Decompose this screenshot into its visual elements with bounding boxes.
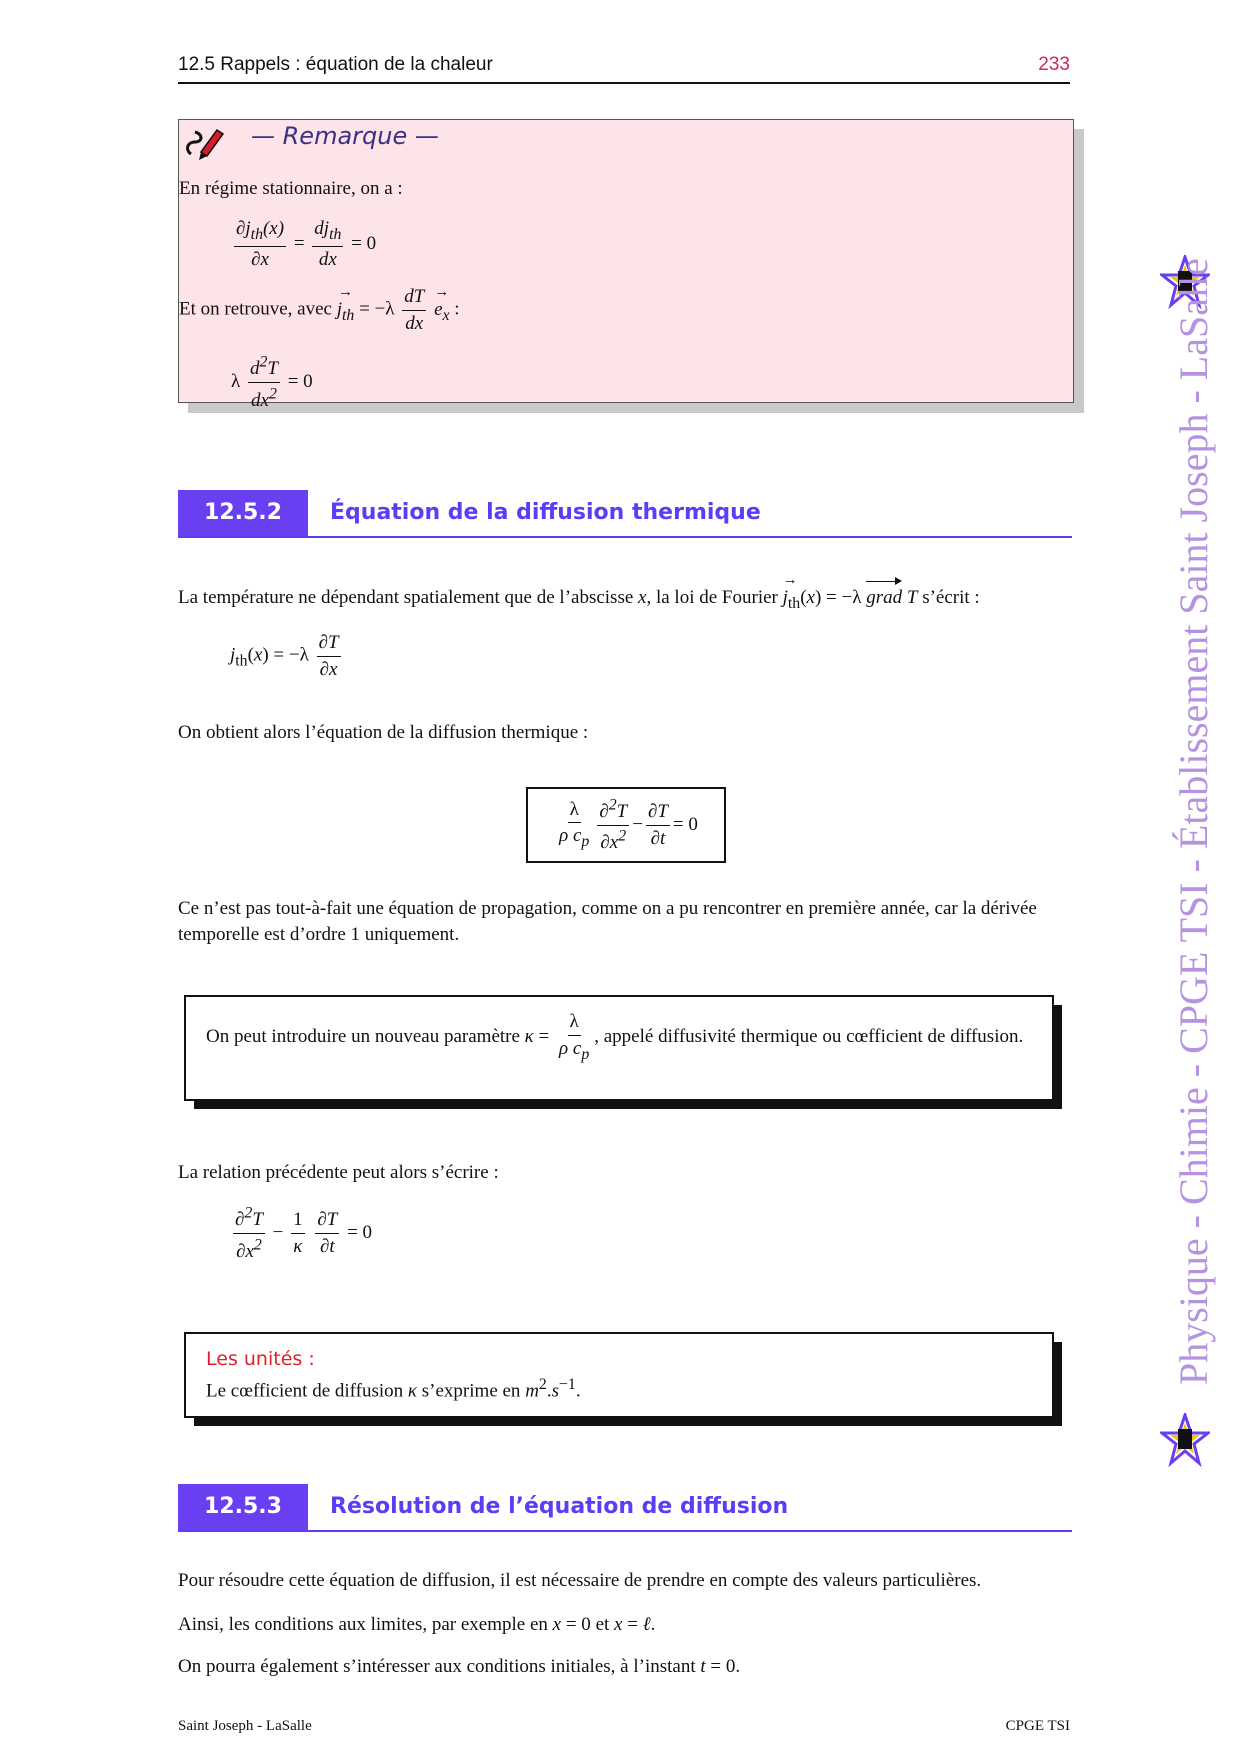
running-header xyxy=(178,52,1070,84)
units-prefix: Le cœfficient de diffusion xyxy=(206,1380,404,1402)
units-title: Les unités : xyxy=(206,1348,315,1370)
note-box-kappa xyxy=(184,995,1054,1101)
boundary-mid: et xyxy=(595,1614,610,1635)
remark-equation-2: λ $\frac{d^2T}{dx^2}$ = 0 xyxy=(231,354,313,411)
fourier-suffix: s’écrit : xyxy=(922,587,980,608)
boundary-suffix: . xyxy=(650,1614,656,1635)
initial-prefix: On pourra également s’intéresser aux conditions initiales, à l’instant xyxy=(178,1656,696,1677)
page-number: 233 xyxy=(1038,54,1070,75)
section-title: Équation de la diffusion thermique xyxy=(330,500,761,525)
initial-suffix: . xyxy=(735,1656,741,1677)
note-prefix: On peut introduire un nouveau paramètre xyxy=(206,1025,520,1047)
note-suffix: , appelé diffusivité thermique ou cœfficient de diffusion. xyxy=(594,1025,1024,1047)
footer-left: Saint Joseph - LaSalle xyxy=(178,1718,312,1734)
pencil-icon xyxy=(181,124,227,162)
paragraph-boundary-conditions: Ainsi, les conditions aux limites, par exemple en x = 0 et x = ℓ. xyxy=(178,1614,656,1635)
units-box xyxy=(184,1332,1054,1418)
paragraph-relation: La relation précédente peut alors s’écrire : xyxy=(178,1162,499,1183)
paragraph-fourier: La température ne dépendant spatialement que de l’abscisse x, la loi de Fourier → $j_{th}(x) = -\lambda$ grad T s’écrit : xyxy=(178,585,1072,614)
units-mid: s’exprime en xyxy=(421,1380,521,1402)
school-logo-bottom xyxy=(1160,1413,1210,1469)
running-title: 12.5 Rappels : équation de la chaleur xyxy=(178,54,493,75)
remark-equation-1: $\frac{\partial j_{th}(x)}{\partial x}$ = $\frac{dj_{th}}{dx}$ = 0 xyxy=(236,218,377,270)
remark-line-2: Et on retrouve, avec → $j_{th} = -\lambda$ $\frac{dT}{dx}$ → $e_x$ : xyxy=(179,286,460,335)
fourier-prefix: La température ne dépendant spatialement que de l’abscisse xyxy=(178,587,634,608)
boundary-prefix: Ainsi, les conditions aux limites, par exemple en xyxy=(178,1614,548,1635)
section-number: 12.5.2 xyxy=(178,490,308,536)
paragraph-initial-conditions: On pourra également s’intéresser aux conditions initiales, à l’instant t = 0. xyxy=(178,1656,741,1677)
section-heading-12-5-3 xyxy=(178,1484,1072,1532)
paragraph-diffusion-intro: On obtient alors l’équation de la diffusion thermique : xyxy=(178,722,589,743)
paragraph-resolution: Pour résoudre cette équation de diffusion, il est nécessaire de prendre en compte des valeurs particulières. xyxy=(178,1570,982,1591)
remark-line-1: En régime stationnaire, on a : xyxy=(179,178,403,199)
remark-line-2-suffix: : xyxy=(454,298,460,320)
section-title: Résolution de l’équation de diffusion xyxy=(330,1494,789,1519)
boxed-diffusion-equation: $\frac{\lambda}{\rho c_p}$ $\frac{\partial^2T}{\partial x^2}$ − $\frac{\partial T}{\partial t}$ = 0 xyxy=(526,787,726,863)
remark-box xyxy=(178,119,1074,411)
units-text: Le cœfficient de diffusion κ s’exprime en $m^2.s^{-1}$. xyxy=(206,1376,581,1402)
note-kappa-text: On peut introduire un nouveau paramètre κ = $\frac{\lambda}{\rho c_p}$ , appelé diffusivité thermique ou cœfficient de diffusion. xyxy=(206,1011,1024,1063)
remark-line-2-prefix: Et on retrouve, avec xyxy=(179,298,332,320)
fourier-mid: , la loi de Fourier xyxy=(646,587,778,608)
footer-right: CPGE TSI xyxy=(1005,1718,1070,1734)
side-watermark-text: Physique - Chimie - CPGE TSI - Établissement Saint Joseph - LaSalle xyxy=(1171,258,1216,1385)
section-heading-12-5-2 xyxy=(178,490,1072,538)
paragraph-propagation: Ce n’est pas tout-à-fait une équation de propagation, comme on a pu rencontrer en première année, car la dérivée temporelle est d’ordre 1 uniquement. xyxy=(178,898,1037,945)
units-suffix: . xyxy=(575,1380,581,1402)
remark-title: — Remarque — xyxy=(251,122,439,150)
section-number: 12.5.3 xyxy=(178,1484,308,1530)
equation-fourier-1d: $j_{th}(x) = -\lambda$ $\frac{\partial T}{\partial x}$ xyxy=(230,632,339,680)
equation-kappa-form: $\frac{\partial^2T}{\partial x^2}$ − $\frac{1}{\kappa}$ $\frac{\partial T}{\partial t}$ = 0 xyxy=(235,1205,373,1262)
